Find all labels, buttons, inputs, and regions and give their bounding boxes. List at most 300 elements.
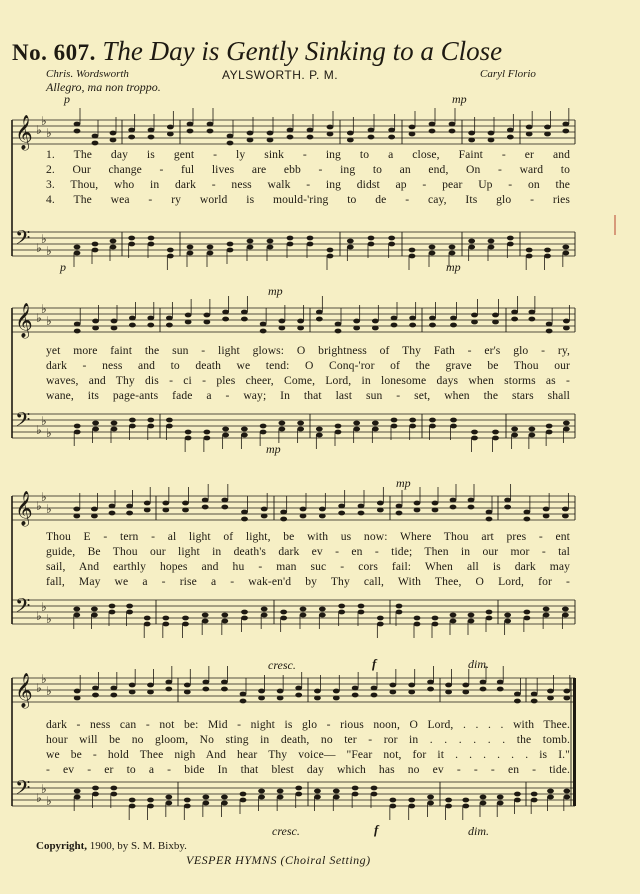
notehead bbox=[388, 135, 395, 140]
final-bar-line bbox=[573, 678, 576, 806]
dynamic-mark: cresc. bbox=[272, 824, 300, 838]
notehead bbox=[377, 616, 384, 621]
notehead bbox=[221, 505, 228, 510]
notehead bbox=[327, 132, 334, 137]
notehead bbox=[547, 696, 554, 701]
notehead bbox=[92, 421, 99, 426]
notehead bbox=[492, 436, 499, 441]
notehead bbox=[427, 680, 434, 685]
margin-mark bbox=[614, 215, 616, 235]
notehead bbox=[126, 604, 133, 609]
notehead bbox=[267, 239, 274, 244]
notehead bbox=[528, 433, 535, 438]
notehead bbox=[314, 795, 321, 800]
notehead bbox=[335, 424, 342, 429]
notehead bbox=[187, 245, 194, 250]
notehead bbox=[526, 132, 533, 137]
notehead bbox=[319, 514, 326, 519]
lyric-line: 4. The wea - ry world is mould-'ring to de - cay, Its glo - ries bbox=[46, 193, 570, 206]
hymn-number: No. 607. bbox=[12, 40, 96, 65]
notehead bbox=[258, 696, 265, 701]
notehead bbox=[471, 313, 478, 318]
notehead bbox=[347, 138, 354, 143]
notehead bbox=[260, 430, 267, 435]
music-staff-system bbox=[10, 282, 580, 462]
notehead bbox=[523, 610, 530, 615]
notehead bbox=[468, 505, 475, 510]
notehead bbox=[167, 125, 174, 130]
lyric-line: we be - hold Thee nigh And hear Thy voice— "Fear not, for it . . . . . . is I." bbox=[46, 748, 570, 761]
bass-clef-icon: 𝄢 bbox=[15, 226, 31, 254]
notehead bbox=[147, 804, 154, 809]
notehead bbox=[486, 616, 493, 621]
notehead bbox=[187, 129, 194, 134]
notehead bbox=[409, 316, 416, 321]
notehead bbox=[241, 517, 248, 522]
notehead bbox=[241, 310, 248, 315]
notehead bbox=[562, 514, 569, 519]
notehead bbox=[165, 801, 172, 806]
notehead bbox=[147, 323, 154, 328]
notehead bbox=[110, 131, 117, 136]
treble-clef-icon: 𝄞 bbox=[15, 303, 33, 338]
notehead bbox=[338, 604, 345, 609]
notehead bbox=[110, 138, 117, 143]
notehead bbox=[486, 610, 493, 615]
notehead bbox=[258, 689, 265, 694]
notehead bbox=[504, 619, 511, 624]
notehead bbox=[300, 607, 307, 612]
lyric-line: 1. The day is gent - ly sink - ing to a close, Faint - er and bbox=[46, 148, 570, 161]
notehead bbox=[486, 517, 493, 522]
notehead bbox=[450, 505, 457, 510]
notehead bbox=[388, 242, 395, 247]
notehead bbox=[546, 329, 553, 334]
notehead bbox=[462, 798, 469, 803]
notehead bbox=[372, 421, 379, 426]
notehead bbox=[241, 317, 248, 322]
notehead bbox=[547, 789, 554, 794]
notehead bbox=[261, 607, 268, 612]
notehead bbox=[297, 319, 304, 324]
notehead bbox=[187, 122, 194, 127]
notehead bbox=[468, 619, 475, 624]
notehead bbox=[297, 427, 304, 432]
notehead bbox=[523, 616, 530, 621]
notehead bbox=[267, 138, 274, 143]
notehead bbox=[92, 242, 99, 247]
notehead bbox=[287, 128, 294, 133]
notehead bbox=[335, 430, 342, 435]
notehead bbox=[327, 125, 334, 130]
notehead bbox=[267, 131, 274, 136]
notehead bbox=[144, 616, 151, 621]
flat-icon: ♭ bbox=[36, 609, 42, 623]
flat-icon: ♭ bbox=[36, 423, 42, 437]
notehead bbox=[110, 245, 117, 250]
hymn-composer: Caryl Florio bbox=[480, 68, 536, 80]
notehead bbox=[207, 122, 214, 127]
notehead bbox=[468, 613, 475, 618]
notehead bbox=[184, 690, 191, 695]
notehead bbox=[74, 329, 81, 334]
notehead bbox=[492, 430, 499, 435]
notehead bbox=[562, 245, 569, 250]
notehead bbox=[240, 792, 247, 797]
treble-clef-icon: 𝄞 bbox=[15, 115, 33, 150]
notehead bbox=[368, 128, 375, 133]
notehead bbox=[247, 245, 254, 250]
notehead bbox=[492, 313, 499, 318]
notehead bbox=[182, 622, 189, 627]
notehead bbox=[429, 323, 436, 328]
notehead bbox=[166, 316, 173, 321]
notehead bbox=[368, 135, 375, 140]
notehead bbox=[91, 507, 98, 512]
notehead bbox=[333, 689, 340, 694]
notehead bbox=[221, 680, 228, 685]
notehead bbox=[562, 129, 569, 134]
notehead bbox=[353, 326, 360, 331]
notehead bbox=[445, 798, 452, 803]
notehead bbox=[563, 326, 570, 331]
notehead bbox=[450, 619, 457, 624]
notehead bbox=[167, 248, 174, 253]
notehead bbox=[74, 251, 81, 256]
notehead bbox=[316, 433, 323, 438]
notehead bbox=[449, 251, 456, 256]
notehead bbox=[352, 786, 359, 791]
notehead bbox=[203, 313, 210, 318]
notehead bbox=[207, 245, 214, 250]
notehead bbox=[327, 254, 334, 259]
notehead bbox=[221, 498, 228, 503]
notehead bbox=[74, 789, 81, 794]
notehead bbox=[74, 322, 81, 327]
notehead bbox=[319, 613, 326, 618]
bass-clef-icon: 𝄢 bbox=[15, 594, 31, 622]
notehead bbox=[91, 514, 98, 519]
notehead bbox=[185, 320, 192, 325]
flat-icon: ♭ bbox=[41, 232, 47, 246]
notehead bbox=[523, 510, 530, 515]
music-system-2 bbox=[10, 282, 580, 462]
notehead bbox=[450, 323, 457, 328]
notehead bbox=[347, 245, 354, 250]
flat-icon: ♭ bbox=[41, 672, 47, 686]
notehead bbox=[358, 504, 365, 509]
notehead bbox=[128, 128, 135, 133]
notehead bbox=[203, 430, 210, 435]
notehead bbox=[147, 798, 154, 803]
notehead bbox=[73, 514, 80, 519]
notehead bbox=[144, 622, 151, 627]
notehead bbox=[371, 686, 378, 691]
notehead bbox=[240, 798, 247, 803]
notehead bbox=[147, 418, 154, 423]
notehead bbox=[409, 125, 416, 130]
notehead bbox=[511, 427, 518, 432]
notehead bbox=[129, 683, 136, 688]
notehead bbox=[389, 683, 396, 688]
notehead bbox=[260, 424, 267, 429]
notehead bbox=[74, 424, 81, 429]
notehead bbox=[327, 248, 334, 253]
notehead bbox=[528, 427, 535, 432]
flat-icon: ♭ bbox=[36, 499, 42, 513]
bass-clef-icon: 𝄢 bbox=[15, 408, 31, 436]
notehead bbox=[391, 418, 398, 423]
flat-icon: ♭ bbox=[46, 126, 52, 140]
notehead bbox=[111, 427, 118, 432]
notehead bbox=[514, 699, 521, 704]
notehead bbox=[74, 122, 81, 127]
notehead bbox=[409, 248, 416, 253]
notehead bbox=[543, 607, 550, 612]
flat-icon: ♭ bbox=[41, 302, 47, 316]
notehead bbox=[471, 430, 478, 435]
notehead bbox=[203, 436, 210, 441]
notehead bbox=[166, 323, 173, 328]
notehead bbox=[126, 504, 133, 509]
notehead bbox=[408, 690, 415, 695]
lyric-line: waves, and Thy dis - ci - ples cheer, Come, Lord, in lonesome days when storms as - bbox=[46, 374, 570, 387]
notehead bbox=[110, 686, 117, 691]
notehead bbox=[316, 310, 323, 315]
dynamic-mark: mp bbox=[396, 476, 411, 490]
notehead bbox=[92, 248, 99, 253]
lyric-line: - ev - er to a - bide In that blest day which has no ev - - - en - tide. bbox=[46, 763, 570, 776]
notehead bbox=[147, 316, 154, 321]
notehead bbox=[110, 786, 117, 791]
notehead bbox=[471, 320, 478, 325]
dynamic-mark: p bbox=[64, 92, 70, 106]
notehead bbox=[335, 329, 342, 334]
notehead bbox=[148, 236, 155, 241]
notehead bbox=[314, 696, 321, 701]
notehead bbox=[258, 789, 265, 794]
notehead bbox=[531, 692, 538, 697]
notehead bbox=[129, 316, 136, 321]
notehead bbox=[547, 795, 554, 800]
notehead bbox=[338, 610, 345, 615]
notehead bbox=[184, 683, 191, 688]
notehead bbox=[203, 320, 210, 325]
notehead bbox=[468, 245, 475, 250]
tune-name: AYLSWORTH. P. M. bbox=[222, 68, 339, 82]
notehead bbox=[546, 322, 553, 327]
notehead bbox=[319, 607, 326, 612]
notehead bbox=[409, 323, 416, 328]
notehead bbox=[74, 689, 81, 694]
notehead bbox=[507, 135, 514, 140]
notehead bbox=[109, 511, 116, 516]
notehead bbox=[111, 326, 118, 331]
notehead bbox=[514, 692, 521, 697]
notehead bbox=[432, 501, 439, 506]
notehead bbox=[240, 699, 247, 704]
notehead bbox=[277, 689, 284, 694]
lyric-line: 3. Thou, who in dark - ness walk - ing didst ap - pear Up - on the bbox=[46, 178, 570, 191]
notehead bbox=[480, 795, 487, 800]
notehead bbox=[445, 804, 452, 809]
notehead bbox=[278, 421, 285, 426]
notehead bbox=[287, 242, 294, 247]
lyric-line: wane, its page-ants fade a - way; In that last sun - set, when the stars shall bbox=[46, 389, 570, 402]
notehead bbox=[462, 804, 469, 809]
treble-clef-icon: 𝄞 bbox=[15, 673, 33, 708]
flat-icon: ♭ bbox=[41, 414, 47, 428]
notehead bbox=[511, 433, 518, 438]
dynamic-mark: mp bbox=[446, 260, 461, 274]
music-system-4 bbox=[10, 656, 580, 840]
notehead bbox=[307, 242, 314, 247]
flat-icon: ♭ bbox=[36, 681, 42, 695]
notehead bbox=[449, 122, 456, 127]
notehead bbox=[497, 680, 504, 685]
notehead bbox=[429, 418, 436, 423]
notehead bbox=[129, 804, 136, 809]
book-title: VESPER HYMNS (Choiral Setting) bbox=[186, 853, 371, 867]
notehead bbox=[165, 795, 172, 800]
notehead bbox=[492, 320, 499, 325]
notehead bbox=[144, 501, 151, 506]
notehead bbox=[371, 786, 378, 791]
notehead bbox=[523, 517, 530, 522]
notehead bbox=[109, 610, 116, 615]
notehead bbox=[278, 427, 285, 432]
flat-icon: ♭ bbox=[46, 314, 52, 328]
notehead bbox=[182, 616, 189, 621]
notehead bbox=[148, 242, 155, 247]
dynamic-mark: p bbox=[60, 260, 66, 274]
notehead bbox=[480, 687, 487, 692]
notehead bbox=[148, 135, 155, 140]
lyric-line: Thou E - tern - al light of light, be with us now: Where Thou art pres - ent bbox=[46, 530, 570, 543]
notehead bbox=[207, 129, 214, 134]
notehead bbox=[126, 511, 133, 516]
notehead bbox=[450, 316, 457, 321]
notehead bbox=[432, 616, 439, 621]
notehead bbox=[74, 129, 81, 134]
notehead bbox=[488, 138, 495, 143]
notehead bbox=[414, 501, 421, 506]
notehead bbox=[531, 798, 538, 803]
notehead bbox=[468, 239, 475, 244]
notehead bbox=[92, 326, 99, 331]
notehead bbox=[372, 319, 379, 324]
notehead bbox=[514, 792, 521, 797]
notehead bbox=[222, 427, 229, 432]
notehead bbox=[295, 786, 302, 791]
notehead bbox=[148, 128, 155, 133]
notehead bbox=[353, 427, 360, 432]
notehead bbox=[507, 236, 514, 241]
notehead bbox=[258, 795, 265, 800]
notehead bbox=[73, 613, 80, 618]
notehead bbox=[427, 687, 434, 692]
notehead bbox=[92, 141, 99, 146]
notehead bbox=[227, 248, 234, 253]
notehead bbox=[297, 326, 304, 331]
notehead bbox=[562, 507, 569, 512]
notehead bbox=[544, 254, 551, 259]
notehead bbox=[563, 789, 570, 794]
notehead bbox=[278, 326, 285, 331]
music-system-3 bbox=[10, 476, 580, 652]
notehead bbox=[128, 236, 135, 241]
notehead bbox=[409, 424, 416, 429]
notehead bbox=[92, 319, 99, 324]
flat-icon: ♭ bbox=[36, 311, 42, 325]
notehead bbox=[562, 122, 569, 127]
notehead bbox=[92, 786, 99, 791]
notehead bbox=[377, 501, 384, 506]
notehead bbox=[221, 619, 228, 624]
notehead bbox=[162, 501, 169, 506]
notehead bbox=[488, 239, 495, 244]
notehead bbox=[450, 418, 457, 423]
notehead bbox=[129, 323, 136, 328]
notehead bbox=[377, 508, 384, 513]
notehead bbox=[338, 504, 345, 509]
notehead bbox=[432, 622, 439, 627]
notehead bbox=[241, 610, 248, 615]
tempo-marking: Allegro, ma non troppo. bbox=[46, 80, 161, 94]
notehead bbox=[563, 689, 570, 694]
notehead bbox=[92, 427, 99, 432]
notehead bbox=[300, 514, 307, 519]
notehead bbox=[449, 245, 456, 250]
notehead bbox=[166, 424, 173, 429]
notehead bbox=[162, 508, 169, 513]
flat-icon: ♭ bbox=[36, 791, 42, 805]
notehead bbox=[111, 421, 118, 426]
notehead bbox=[184, 804, 191, 809]
notehead bbox=[202, 498, 209, 503]
notehead bbox=[432, 508, 439, 513]
notehead bbox=[408, 683, 415, 688]
notehead bbox=[462, 690, 469, 695]
notehead bbox=[202, 505, 209, 510]
notehead bbox=[429, 424, 436, 429]
notehead bbox=[497, 795, 504, 800]
notehead bbox=[388, 128, 395, 133]
notehead bbox=[528, 310, 535, 315]
notehead bbox=[563, 421, 570, 426]
notehead bbox=[147, 683, 154, 688]
notehead bbox=[74, 245, 81, 250]
notehead bbox=[129, 798, 136, 803]
notehead bbox=[429, 129, 436, 134]
notehead bbox=[507, 242, 514, 247]
notehead bbox=[409, 132, 416, 137]
notehead bbox=[74, 696, 81, 701]
notehead bbox=[445, 690, 452, 695]
notehead bbox=[185, 430, 192, 435]
notehead bbox=[488, 131, 495, 136]
notehead bbox=[260, 329, 267, 334]
notehead bbox=[563, 696, 570, 701]
notehead bbox=[563, 319, 570, 324]
notehead bbox=[241, 510, 248, 515]
copyright-notice bbox=[36, 840, 187, 852]
notehead bbox=[352, 686, 359, 691]
lyric-line: fall, May we a - rise a - wak-en'd by Thy call, With Thee, O Lord, for - bbox=[46, 575, 570, 588]
notehead bbox=[445, 683, 452, 688]
notehead bbox=[227, 134, 234, 139]
notehead bbox=[414, 616, 421, 621]
